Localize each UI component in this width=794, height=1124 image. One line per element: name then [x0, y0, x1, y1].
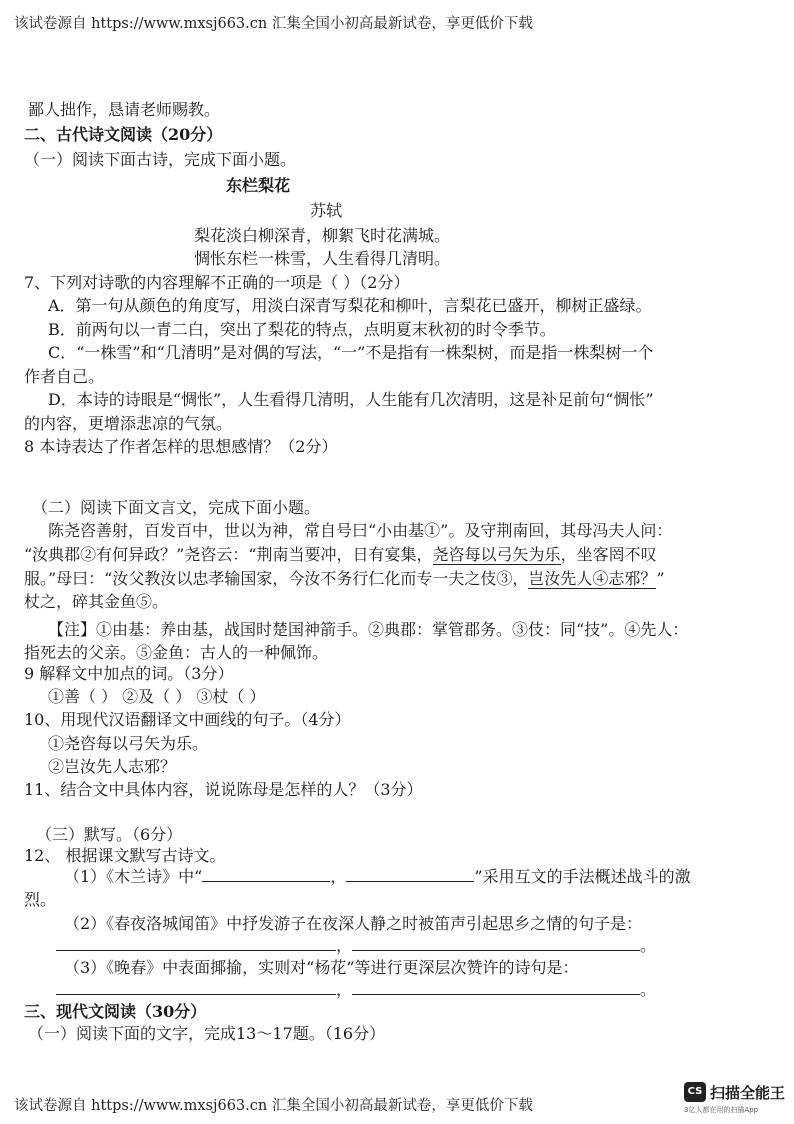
- q12-item-3: （3）《晚春》中表面揶揄，实则对“杨花”等进行更深层次赞许的诗句是：: [64, 958, 579, 977]
- poem-title: 东栏梨花: [226, 176, 291, 195]
- q9-items: ①善（ ） ②及（ ） ③杖（ ）: [48, 687, 266, 706]
- q12-item-1-prefix: （1）《木兰诗》中“: [64, 867, 203, 886]
- q10-item-1: ①尧咨每以弓矢为乐。: [48, 734, 209, 753]
- q12-item-3-answer-line: [56, 980, 656, 1000]
- page-header-source: 该试卷源自 https://www.mxsj663.cn 汇集全国小初高最新试卷，享更低价下载: [14, 16, 533, 32]
- underlined-sentence-1: 尧咨每以弓矢为乐: [432, 545, 561, 564]
- section-heading-ancient-poetry: 二、古代诗文阅读（20分）: [24, 125, 223, 144]
- poem-line-1: 梨花淡白柳深青，柳絮飞时花满城。: [194, 226, 451, 245]
- question-8: 8 本诗表达了作者怎样的思想感情？（2分）: [24, 437, 338, 456]
- question-11: 11、结合文中具体内容，说说陈母是怎样的人？（3分）: [24, 780, 423, 799]
- prose-line-1: 陈尧咨善射，百发百中，世以为神，常自号曰“小由基①”。及守荆南回，其母冯夫人问：: [48, 521, 673, 540]
- prose-line-2-text-a: “汝典郡②有何异政？”尧咨云：“荆南当要冲，日有宴集，: [24, 545, 433, 564]
- answer-blank-1[interactable]: [202, 867, 330, 882]
- answer-blank-6[interactable]: [352, 980, 640, 995]
- question-10: 10、用现代汉语翻译文中画线的句子。（4分）: [24, 710, 351, 729]
- answer-blank-5[interactable]: [56, 980, 336, 995]
- annotation-line-2: 指死去的父亲。⑤金鱼：古人的一种佩饰。: [24, 643, 329, 662]
- q12-item-2-comma: ，: [336, 936, 353, 955]
- q7-option-b: B．前两句以一青二白，突出了梨花的特点，点明夏末秋初的时令季节。: [48, 320, 556, 339]
- poem-line-2: 惆怅东栏一株雪，人生看得几清明。: [194, 249, 451, 268]
- poem-author: 苏轼: [310, 201, 343, 220]
- answer-blank-4[interactable]: [352, 936, 640, 951]
- question-7: 7、下列对诗歌的内容理解不正确的一项是（ ）（2分）: [24, 273, 410, 292]
- prose-line-4: 杖之，碎其金鱼⑤。: [24, 592, 169, 611]
- q12-item-2-answer-line: [56, 936, 656, 956]
- subsection-classical-prose: （二）阅读下面文言文，完成下面小题。: [32, 498, 321, 517]
- subsection-poem-instruction: （一）阅读下面古诗，完成下面小题。: [24, 150, 297, 169]
- prose-line-3: [24, 569, 665, 589]
- annotation-line-1: 【注】①由基：养由基，战国时楚国神箭手。②典郡：掌管郡务。③伎：同“技”。④先人：: [48, 620, 689, 639]
- camscanner-icon: CS: [684, 1082, 706, 1102]
- q12-item-1-suffix: ”采用互文的手法概述战斗的激: [474, 867, 691, 886]
- q7-option-c-line-2: 作者自己。: [24, 367, 105, 386]
- underlined-sentence-2: 岂汝先人④志邪？: [528, 569, 657, 588]
- q12-item-1: [64, 867, 691, 887]
- camscanner-name: 扫描全能王: [710, 1084, 786, 1102]
- question-12: 12、 根据课文默写古诗文。: [24, 846, 226, 865]
- q12-item-1-continued: 烈。: [24, 890, 57, 909]
- answer-blank-2[interactable]: [346, 867, 474, 882]
- q12-item-1-comma: ，: [330, 867, 347, 886]
- q10-item-2: ②岂汝先人志邪？: [48, 757, 177, 776]
- prose-line-3-text-a: 服。”母曰：“汝父教汝以忠孝输国家，今汝不务行仁化而专一夫之伎③，: [24, 569, 529, 588]
- subsection-dictation: （三）默写。（6分）: [36, 825, 183, 844]
- intro-line: 鄙人拙作，恳请老师赐教。: [28, 100, 221, 119]
- prose-line-3-text-b: ”: [656, 569, 665, 588]
- camscanner-watermark: [684, 1082, 794, 1118]
- answer-blank-3[interactable]: [56, 936, 336, 951]
- prose-line-2-text-b: ，坐客罔不叹: [560, 545, 657, 564]
- q12-item-2: （2）《春夜洛城闻笛》中抒发游子在夜深人静之时被笛声引起思乡之情的句子是：: [64, 914, 643, 933]
- section-heading-modern-prose: 三、现代文阅读（30分）: [24, 1002, 207, 1021]
- q7-option-c-line-1: C．“一株雪”和“几清明”是对偶的写法，“一”不是指有一株梨树，而是指一株梨树一个: [48, 343, 654, 362]
- q12-item-3-period: 。: [640, 980, 657, 999]
- q12-item-3-comma: ，: [336, 980, 353, 999]
- q7-option-a: A．第一句从颜色的角度写，用淡白深青写梨花和柳叶，言梨花已盛开，柳树正盛绿。: [48, 296, 652, 315]
- page-footer-source: 该试卷源自 https://www.mxsj663.cn 汇集全国小初高最新试卷，享更低价下载: [14, 1098, 533, 1114]
- q7-option-d-line-2: 的内容，更增添悲凉的气氛。: [24, 414, 233, 433]
- question-9: 9 解释文中加点的词。（3分）: [24, 664, 234, 683]
- q12-item-2-period: 。: [640, 936, 657, 955]
- subsection-modern-prose-instruction: （一）阅读下面的文字，完成13～17题。（16分）: [28, 1024, 386, 1043]
- q7-option-d-line-1: D．本诗的诗眼是“惆怅”，人生看得几清明，人生能有几次清明，这是补足前句“惆怅”: [48, 390, 654, 409]
- camscanner-tagline: 3亿人都在用的扫描App: [684, 1106, 759, 1114]
- prose-line-2: [24, 545, 657, 565]
